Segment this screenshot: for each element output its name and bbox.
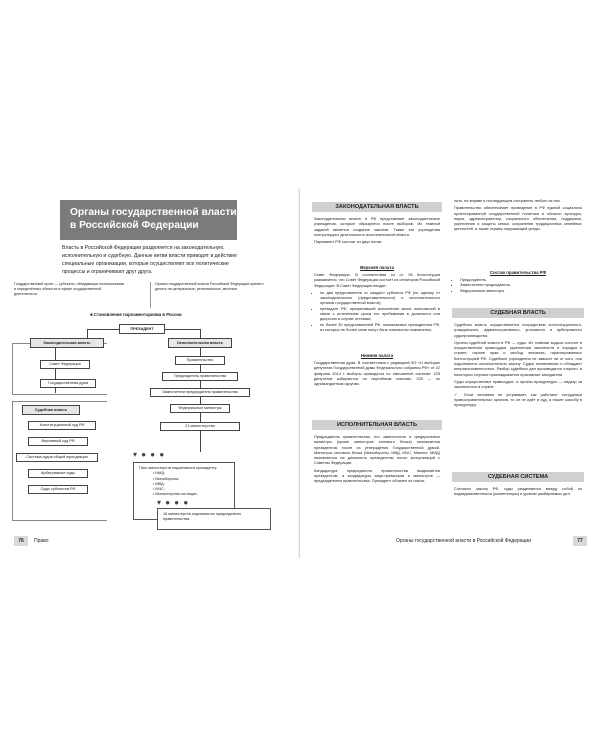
state-duma-box: Государственная дума [40, 379, 96, 388]
paragraph: Председатель правительства, его заместители и федеральные министры (кроме министров силового блока) назначаются президентом после их утверждения Государственной думой. Министры силового блока (Минобороны, МВД, МЧС, Минюст, МИД) назначаются на должность президентом после консультаций с Советом Федерации. [314, 434, 440, 466]
diagram-title: ■ Становление парламентаризма в России [90, 312, 182, 317]
upper-house-title: Верхняя палата [360, 265, 394, 270]
executive-column [314, 434, 440, 486]
definition-divider [150, 282, 151, 308]
ministries-count-box: 21 министерство [160, 422, 240, 431]
section-judicial: СУДЕБНАЯ ВЛАСТЬ [452, 308, 584, 318]
chapter-title-line1: Органы государственной власти [70, 207, 237, 218]
ministry-item: • Минобороны; [153, 476, 180, 481]
paragraph: чить, не вправе в последующем отстранить любого из них. [454, 198, 561, 203]
pm-ministries-bubble: 16 министерств подчиняются председателю правительства. [157, 508, 271, 530]
connector [165, 329, 200, 330]
connector [200, 329, 201, 338]
footer-left: Право [34, 538, 49, 544]
court-box: Система судов общей юрисдикции [16, 453, 98, 462]
bubble-title: Пять министерств подчиняются президенту: [139, 466, 218, 470]
left-page [0, 188, 300, 558]
president-box: ПРЕЗИДЕНТ [119, 324, 165, 334]
ministry-item: • Министерство юстиции. [153, 492, 198, 497]
ministry-item-text: Минобороны; [155, 476, 180, 481]
paragraph: Кандидатура председателя правительства выдвигается президентом, а кандидатуры вице-премьеров и министров — председателем правительства. Президент облачен их назна- [314, 467, 440, 484]
judicial-column [454, 322, 582, 409]
executive-branch-box: Исполнительная власть [168, 338, 232, 348]
paragraph: Правительство обеспечивает проведение в РФ единой социально ориентированной государственной политики в области культуры, науки, здравоохранения, социального обеспечения, поддержки, укрепления и защиты семьи, сохранения традиционных семейных ценностей, а также охраны окружающей среды. [454, 205, 582, 232]
court-box: Арбитражные суды [28, 469, 88, 478]
paragraph: Судебная власть осуществляется посредством конституционного, гражданского, административного, уголовного и арбитражного судопроизводства. [454, 322, 582, 338]
list-item: • по два представителя от каждого субъекта РФ (по одному от законодательного (представительного) и исполнительного органов государственной власти); [320, 290, 440, 306]
ministry-item-text: МИД; [155, 471, 165, 476]
bubble-pointer: ▾ ● ● ● [157, 498, 190, 507]
ministry-item: • МВД; [153, 481, 165, 486]
connector [87, 329, 119, 330]
list-item: • Заместители председателя. [460, 282, 582, 287]
government-column [454, 198, 582, 234]
paragraph: Суды осуществляют правосудие, а органы прокуратуры — надзор за законностью в стране. [454, 378, 582, 390]
list-item: • Председатель. [460, 277, 582, 282]
lower-house-title: Нижняя палата [360, 353, 394, 358]
paragraph: Органы судебной власти в РФ — суды. Их главная задача состоит в осуществлении правосудия, укреплении законности и порядка в стране, охране прав и свобод человека, гарантированных Конституцией РФ. Судебные учреждения не зависят ни от кого, они подчиняются исключительно закону. Судьи несменяемы и обладают неприкосновенностью. Разбор судебных дел производится открыто, в некоторых случаях прикладывается присяжные заседатели. [454, 339, 582, 377]
paragraph: Государственная дума. В соответствии с редакцией ФЗ «О выборах депутатов Государственной думы Федерального собрания РФ» от 22 февраля 2014 г. выборы проводятся по смешанной системе: 225 депутатов избираются по партийным спискам, 225 — по одномандатным округам. [314, 360, 440, 387]
section-legislative: ЗАКОНОДАТЕЛЬНАЯ ВЛАСТЬ [312, 202, 442, 212]
list-item: • президент РФ, прекративший исполнение своих полномочий в связи с истечением срока его пребывания в должности или досрочно в случае отставки; [320, 306, 440, 322]
ministry-item-text: МВД; [155, 481, 165, 486]
right-page [300, 188, 600, 558]
court-box: Суды субъектов РФ [28, 485, 88, 494]
section-court-system: СУДЕБНАЯ СИСТЕМА [452, 472, 584, 482]
paragraph: Совет Федерации. В соответствии со ст. 95 Конституции указывается, что Совет Федерации состоит из сенаторов Российской Федерации. В Совет Федерации входят: [314, 272, 440, 288]
gov-composition-list [454, 277, 582, 293]
ministry-item: • МИД; [153, 471, 165, 476]
court-system-column [454, 486, 582, 499]
ministry-item: • МЧС; [153, 487, 165, 492]
gov-composition-title: Состав правительства РФ [489, 270, 547, 275]
deputy-pm-box: Заместители председателя правительства [150, 388, 250, 397]
lower-house-column [314, 360, 440, 388]
footer-right: Органы государственной власти в Российской Федерации [396, 538, 531, 544]
section-executive: ИСПОЛНИТЕЛЬНАЯ ВЛАСТЬ [312, 420, 442, 430]
paragraph: Парламент РФ состоит из двух палат. [314, 239, 383, 245]
ministry-item-text: МЧС; [155, 487, 165, 492]
judicial-branch-box: Судебная власть [22, 405, 80, 415]
upper-house-column [314, 272, 440, 332]
note [454, 392, 582, 408]
legislative-branch-box: Законодательная власть [30, 338, 104, 348]
federal-ministers-box: Федеральные министры [170, 404, 230, 413]
list-item: • не более 30 представителей РФ, назначаемых президентом РФ, из которых не более семи могут быть назначены пожизненно. [320, 322, 440, 333]
court-box: Верховный суд РФ [28, 437, 88, 446]
check-icon: ✓ [454, 391, 461, 397]
government-box: Правительство [175, 356, 225, 365]
list-item: • Федеральные министры. [460, 288, 582, 293]
note-text: Если человека не устраивает, как работают сотрудники правоохранительных органов, то он не идёт в суд, а пишет жалобу в прокуратуру. [454, 391, 582, 408]
page-number-right: 77 [573, 536, 587, 546]
ministry-item-text: Министерство юстиции. [155, 492, 198, 497]
definition-state-body: Государственный орган — субъекты, обладающие полномочиями в определённых областях в сфере государственной деятельности. [14, 282, 124, 296]
book-spread [0, 188, 600, 558]
bubble-pointer: ▾ ● ● ● [133, 450, 166, 459]
diagram-title-text: Становление парламентаризма в России [93, 312, 182, 317]
definition-authority-levels: Органы государственной власти Российской Федерации принято делить на центральные, региональные, местные. [155, 282, 264, 291]
chapter-title-banner [60, 200, 237, 240]
court-box: Конституционный суд РФ [28, 421, 96, 430]
legislative-column [314, 216, 440, 246]
connector [87, 329, 88, 338]
paragraph: Законодательная власть в РФ представляет законодательные учреждения, которые образуются после выборов. Их главной задачей является создание законов. Также эти учреждения контролируют деятельность исполнительной власти. [314, 216, 440, 237]
intro-text: Власть в Российской Федерации разделяется на законодательную, исполнительную и судебную. Данные ветви власти приводят в действие специальные организации, которые осуществляют все политические процессы и ограничивают друг друга. [62, 245, 237, 276]
chapter-title-line2: в Российской Федерации [70, 220, 199, 231]
page-number-left: 76 [14, 536, 28, 546]
paragraph: Согласно закону РФ, суды разделяются между собой по подведомственности (компетенции) и уровню разбираемых дел. [454, 486, 582, 497]
federation-council-box: Совет Федерации [40, 360, 90, 369]
prime-minister-box: Председатель правительства [162, 372, 238, 381]
